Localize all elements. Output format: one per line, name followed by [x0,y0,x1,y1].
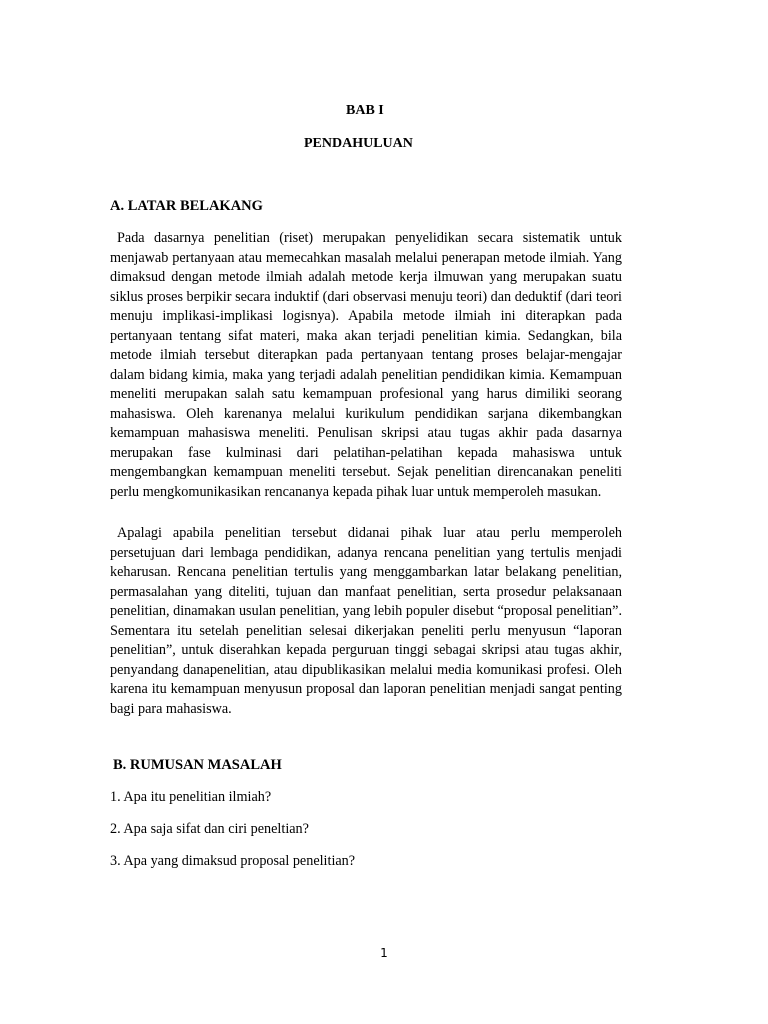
page-number: 1 [380,946,388,960]
list-item: 3. Apa yang dimaksud proposal penelitian? [110,853,356,869]
chapter-number: BAB I [346,103,384,118]
list-item: 2. Apa saja sifat dan ciri peneltian? [110,821,309,837]
chapter-title: PENDAHULUAN [304,136,413,151]
background-paragraph-2: Apalagi apabila penelitian tersebut didanai pihak luar atau perlu memperoleh persetujuan dari lembaga pendidikan, adanya rencana penelitian yang tertulis menjadi keharusan. Rencana penelitian tertulis yang menggambarkan latar belakang penelitian, permasalahan yang diteliti, tujuan dan manfaat penelitian, serta prosedur pelaksanaan penelitian, dinamakan usulan penelitian, yang lebih populer disebut “proposal penelitian”. Sementara itu setelah penelitian selesai dikerjakan peneliti perlu menyusun “laporan penelitian”, untuk diserahkan kepada perguruan tinggi sebagai skripsi atau tugas akhir, penyandang danapenelitian, atau dipublikasikan melalui media komunikasi profesi. Oleh karena itu kemampuan menyusun proposal dan laporan penelitian menjadi sangat penting bagi para mahasiswa. [110,525,622,717]
section-b-heading: B. RUMUSAN MASALAH [113,757,282,773]
list-item: 1. Apa itu penelitian ilmiah? [110,789,272,805]
background-paragraph-1: Pada dasarnya penelitian (riset) merupakan penyelidikan secara sistematik untuk menjawab pertanyaan atau memecahkan masalah melalui penerapan metode ilmiah. Yang dimaksud dengan metode ilmiah adalah metode kerja ilmuwan yang merupakan suatu siklus proses berpikir secara induktif (dari observasi menuju teori) dan deduktif (dari teori menuju implikasi-implikasi logisnya). Apabila metode ilmiah ini diterapkan pada pertanyaan tentang sifat materi, maka akan terjadi penelitian kimia. Sedangkan, bila metode ilmiah tersebut diterapkan pada pertanyaan tentang proses belajar-mengajar dalam bidang kimia, maka yang terjadi adalah penelitian pendidikan kimia. Kemampuan meneliti merupakan salah satu kemampuan profesional yang harus dimiliki seorang mahasiswa. Oleh karenanya melalui kurikulum pendidikan sarjana dikembangkan kemampuan mahasiswa meneliti. Penulisan skripsi atau tugas akhir pada dasarnya merupakan fase kulminasi dari pelatihan-pelatihan kepada mahasiswa untuk mengembangkan kemampuan meneliti tersebut. Sejak penelitian direncanakan peneliti perlu mengkomunikasikan rencananya kepada pihak luar untuk memperoleh masukan. [110,230,622,500]
section-a-heading: A. LATAR BELAKANG [110,198,263,214]
